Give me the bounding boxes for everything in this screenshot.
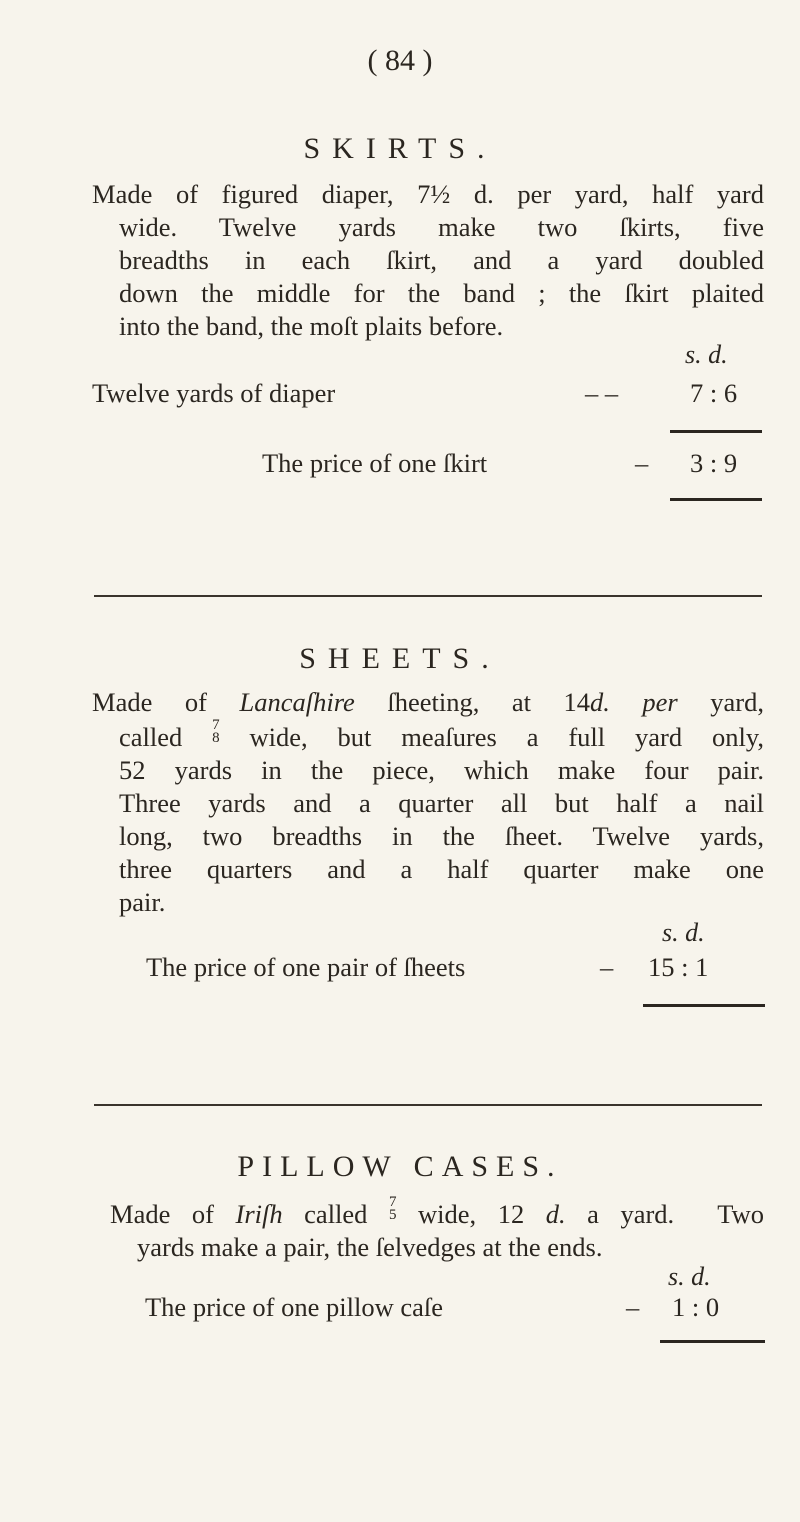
section-divider-2 (94, 1104, 762, 1106)
skirts-paragraph (92, 178, 764, 343)
sheets-line-2: called 7 8 wide, but meaſures a full yard only, (119, 717, 764, 752)
sheets-line-7: pair. (119, 887, 166, 917)
skirts-row-1-dash: – – (585, 378, 619, 408)
sheets-line-1: Made of Lancaſhire ſheeting, at 14d. per yard, (92, 687, 764, 717)
pillow-cases-row-1-dash: – (626, 1292, 640, 1322)
skirts-row-1-label: Twelve yards of diaper (92, 378, 336, 408)
sheets-paragraph (92, 686, 764, 919)
sheets-line-5: long, two breadths in the ſheet. Twelve yards, (119, 821, 764, 851)
skirts-sum-rule-1 (670, 430, 762, 433)
skirts-line-3: breadths in each ſkirt, and a yard doubled (119, 245, 764, 275)
skirts-line-4: down the middle for the band ; the ſkirt plaited (119, 278, 764, 308)
sheets-row-1-value: 15 : 1 (648, 952, 709, 982)
pillow-cases-row-1-label: The price of one pillow caſe (145, 1292, 443, 1322)
sheets-line-3: 52 yards in the piece, which make four pair. (119, 755, 764, 785)
pillow-cases-heading: PILLOW CASES. (237, 1150, 563, 1183)
pillow-cases-line-1: Made of Iriſh called 7 5 wide, 12 d. a yard. Two (110, 1194, 764, 1229)
pillow-cases-sum-rule (660, 1340, 765, 1343)
section-divider-1 (94, 595, 762, 597)
sheets-sum-rule (643, 1004, 765, 1007)
pillow-cases-paragraph (110, 1196, 764, 1264)
sheets-line-4: Three yards and a quarter all but half a nail (119, 788, 764, 818)
sheets-heading: SHEETS. (299, 642, 501, 675)
skirts-units-header: s. d. (685, 340, 728, 369)
page-number: ( 84 ) (367, 44, 433, 77)
skirts-line-5: into the band, the moſt plaits before. (119, 311, 504, 341)
pillow-cases-line-2: yards make a pair, the ſelvedges at the ends. (137, 1232, 603, 1262)
skirts-row-2-value: 3 : 9 (690, 448, 738, 478)
pillow-cases-row-1-value: 1 : 0 (672, 1292, 720, 1322)
skirts-row-1-value: 7 : 6 (690, 378, 738, 408)
pillow-cases-units-header: s. d. (668, 1262, 711, 1291)
sheets-units-header: s. d. (662, 918, 705, 947)
skirts-heading: SKIRTS. (303, 132, 497, 165)
sheets-row-1-dash: – (600, 952, 614, 982)
skirts-line-2: wide. Twelve yards make two ſkirts, five (119, 212, 764, 242)
sheets-row-1-label: The price of one pair of ſheets (146, 952, 466, 982)
sheets-line-6: three quarters and a half quarter make one (119, 854, 764, 884)
skirts-line-1: Made of figured diaper, 7½ d. per yard, half yard (92, 179, 764, 209)
skirts-row-2-dash: – (635, 448, 649, 478)
skirts-row-2-label: The price of one ſkirt (262, 448, 488, 478)
skirts-sum-rule-2 (670, 498, 762, 501)
